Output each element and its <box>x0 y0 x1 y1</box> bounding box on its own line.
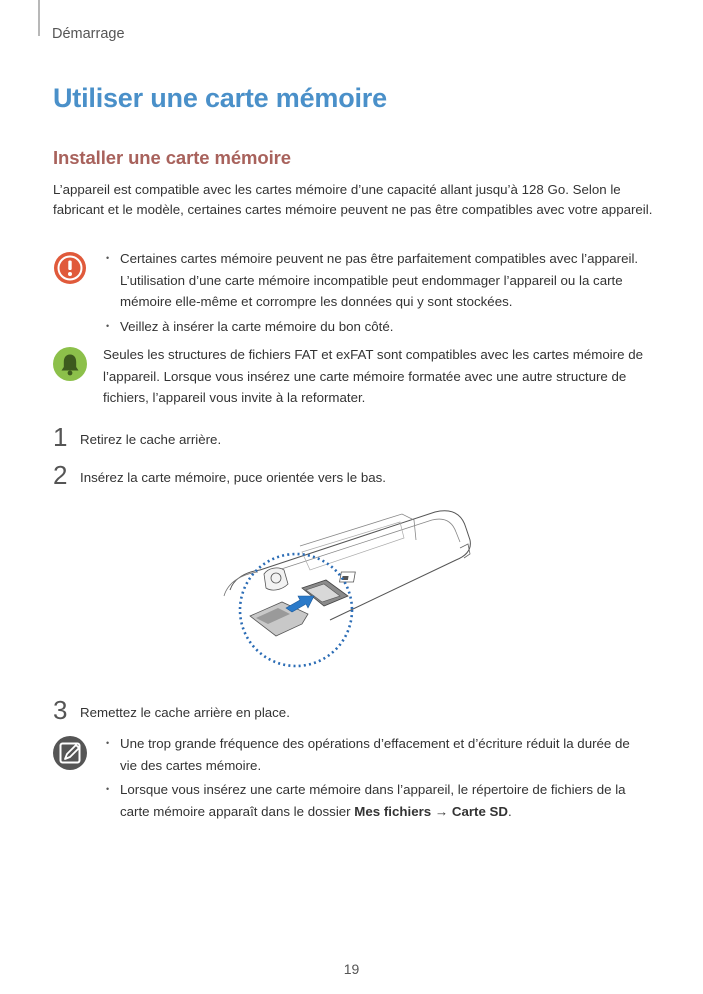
step-2 <box>53 460 653 494</box>
warning-bullet: • Certaines cartes mémoire peuvent ne pas être parfaitement compatibles avec l’appareil. L’utilisation d’une carte mémoire incompatible peut endommager l’appareil ou la carte mémoire elle-même et corrompre les données qui y sont stockées. <box>103 248 648 313</box>
caution-text: Seules les structures de fichiers FAT et exFAT sont compatibles avec les cartes mémoire de l’appareil. Lorsque vous insérez une carte mémoire formatée avec une autre structure de fichiers, l’appareil vous invite à la reformater. <box>103 347 643 405</box>
step-number: 3 <box>53 695 68 725</box>
page-number: 19 <box>343 961 360 977</box>
step-number: 2 <box>53 460 68 490</box>
tip-bullet: • Une trop grande fréquence des opérations d’effacement et d’écriture réduit la durée de vie des cartes mémoire. <box>103 733 648 776</box>
tip-text: Lorsque vous insérez une carte mémoire dans l’appareil, le répertoire de fichiers de la carte mémoire apparaît dans le dossier <box>120 782 626 819</box>
pencil-note-icon <box>53 736 87 770</box>
step-number: 1 <box>53 422 68 452</box>
step-text: Retirez le cache arrière. <box>80 432 222 447</box>
my-files-label: Mes fichiers <box>354 803 432 819</box>
warning-bullet: • Veillez à insérer la carte mémoire du bon côté. <box>103 316 648 338</box>
page-title: Utiliser une carte mémoire <box>53 83 387 113</box>
step-1 <box>53 422 653 456</box>
path-arrow: → <box>431 803 452 819</box>
intro-paragraph: L’appareil est compatible avec les cartes mémoire d’une capacité allant jusqu’à 128 Go. Selon le fabricant et le modèle, certaines cartes mémoire peuvent ne pas être compatibles avec votre appareil. <box>53 182 653 217</box>
section-subheading: Installer une carte mémoire <box>53 147 291 168</box>
sd-card-label: Carte SD <box>451 803 509 819</box>
bell-icon <box>53 347 87 381</box>
section-label: Démarrage <box>52 26 125 42</box>
tip-bullet <box>103 779 648 822</box>
exclamation-icon <box>53 251 87 285</box>
tip-text-end: . <box>508 803 512 819</box>
step-3 <box>53 695 653 729</box>
step-text: Remettez le cache arrière en place. <box>80 705 290 720</box>
memory-card-insertion-illustration <box>220 500 480 680</box>
step-text: Insérez la carte mémoire, puce orientée vers le bas. <box>80 470 386 485</box>
margin-rule <box>38 0 40 36</box>
